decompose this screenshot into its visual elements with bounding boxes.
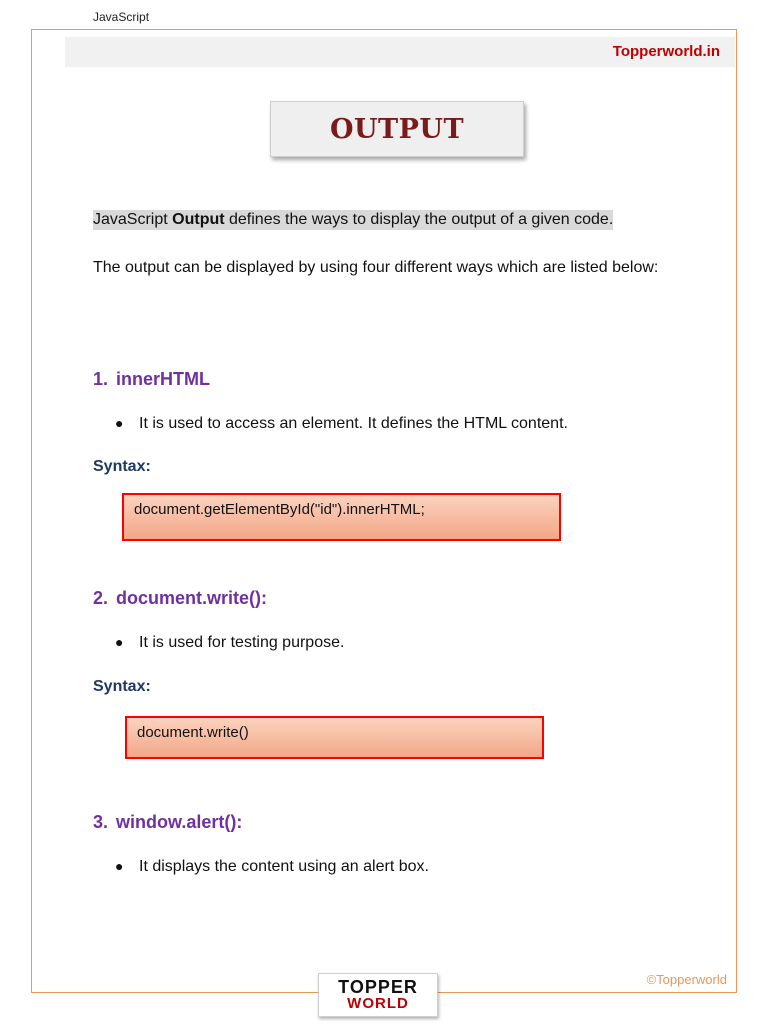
section-heading-document-write [93,588,267,609]
page-title: OUTPUT [329,113,465,145]
header-bar [65,37,735,67]
brand-link[interactable]: Topperworld.in [612,43,720,60]
section-number: 3. [93,812,109,832]
bullet-item [115,415,568,433]
bullet-item [115,634,344,652]
bullet-text: It is used for testing purpose. [139,634,345,651]
bullet-icon: ● [115,634,124,650]
section-number: 1. [93,369,109,389]
section-title: document.write(): [116,588,268,608]
bullet-text: It is used to access an element. It defines the HTML content. [139,415,568,432]
logo-bottom-text: WORLD [347,995,409,1012]
code-snippet: document.getElementById("id").innerHTML; [134,501,425,518]
intro-prefix: JavaScript [93,211,173,228]
intro-suffix: defines the ways to display the output of a given code. [224,211,614,228]
intro-sentence [93,210,613,230]
bullet-text: It displays the content using an alert box. [139,858,429,875]
bullet-icon: ● [115,415,124,431]
running-head: JavaScript [93,10,150,24]
bullet-item [115,858,429,876]
code-snippet: document.write() [137,724,249,741]
section-number: 2. [93,588,109,608]
syntax-label: Syntax: [93,678,151,695]
logo-top-text: TOPPER [338,977,418,997]
intro-bold: Output [172,211,225,228]
section-heading-innerhtml [93,369,210,390]
description-paragraph: The output can be displayed by using four different ways which are listed below: [93,259,659,276]
section-heading-window-alert [93,812,242,833]
code-box [122,493,561,541]
section-title: innerHTML [116,369,211,389]
syntax-label: Syntax: [93,458,151,475]
bullet-icon: ● [115,858,124,874]
footer-copyright: ©Topperworld [646,972,727,987]
section-title: window.alert(): [116,812,243,832]
title-box [270,101,524,157]
topperworld-logo [318,973,438,1017]
code-box [125,716,544,759]
